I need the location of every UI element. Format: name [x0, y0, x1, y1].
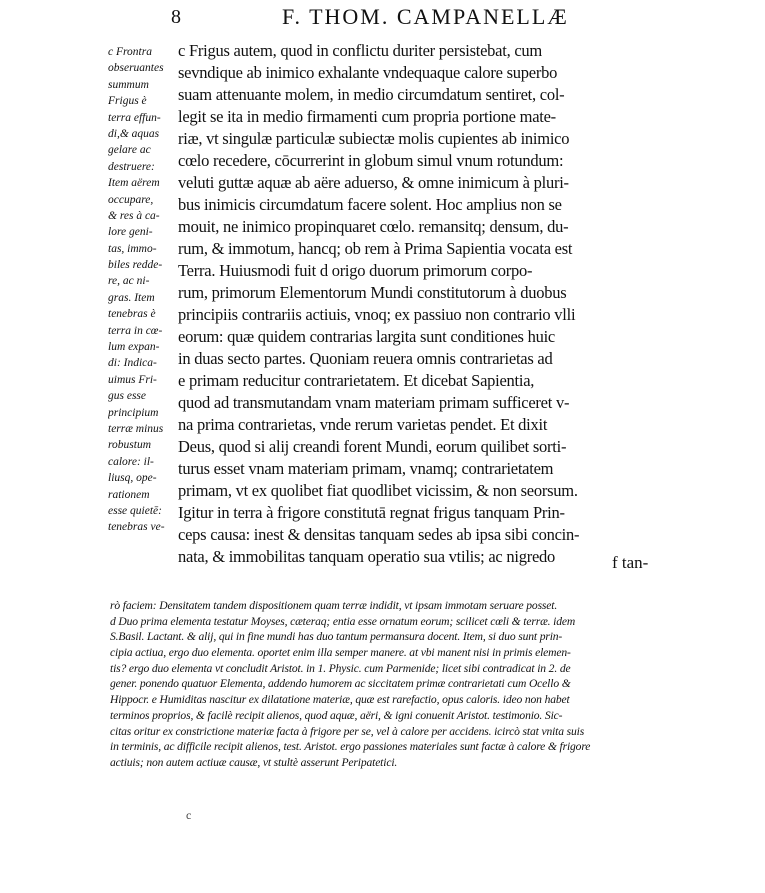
text-line: principiis contrariis actiuis, vnoq; ex passiuo non contrario vlli — [178, 305, 576, 324]
text-line: primam, vt ex quolibet fiat quodlibet vicissim, & non seorsum. — [178, 481, 578, 500]
margin-note-line: principium — [108, 406, 159, 419]
margin-note-line: & res à ca- — [108, 209, 160, 222]
margin-note-line: gus esse — [108, 390, 147, 403]
text-line: eorum: quæ quidem contrarias largita sunt conditiones huic — [178, 327, 555, 346]
margin-note-line: di: Indica- — [108, 357, 157, 370]
margin-note-line: terræ minus — [108, 422, 164, 435]
footnote-line: cipia actiua, ergo duo elementa. oportet enim illa semper manere. at vbi manent nisi in primis elemen- — [110, 646, 571, 660]
footnote-line: S.Basil. Lactant. & alij, qui in fine mundi has duo tantum permansura docent. Item, si duo sunt prin- — [110, 630, 563, 644]
margin-notes — [108, 44, 178, 536]
text-line: mouit, ne inimico propinquaret cœlo. remansitq; densum, du- — [178, 217, 569, 236]
margin-note-line: tas, immo- — [108, 242, 157, 255]
text-line: rum, primorum Elementorum Mundi constitutorum à duobus — [178, 283, 567, 302]
footnote-line: rò faciem: Densitatem tandem dispositionem quam terræ indidit, vt ipsam immotam seruare posset. — [110, 599, 558, 612]
catchword: f tan- — [612, 553, 649, 572]
margin-note-line: c Frontra — [108, 46, 152, 58]
text-line: sevndique ab inimico exhalante vndequaque calore superbo — [178, 63, 558, 82]
text-line: nata, & immobilitas tanquam operatio sua vtilis; ac nigredo — [178, 547, 556, 566]
text-line: veluti guttæ aquæ ab aëre aduerso, & omne inimicum à pluri- — [178, 173, 569, 192]
margin-note-line: obseruantes — [108, 62, 164, 75]
margin-note-line: tenebras ve- — [108, 521, 165, 534]
text-line: c Frigus autem, quod in conflictu duriter persistebat, cum — [178, 41, 542, 60]
stray-mark: c — [186, 808, 192, 822]
margin-note-line: Item aërem — [108, 177, 160, 190]
margin-note-line: uimus Fri- — [108, 373, 157, 386]
footnote-line: gener. ponendo quatuor Elementa, addendo humorem ac siccitatem primæ contrarietati cum Ocello & — [110, 677, 571, 691]
margin-note-line: terra effun- — [108, 111, 161, 124]
text-line: in duas secto partes. Quoniam reuera omnis contrarietas ad — [178, 349, 553, 368]
margin-note-line: calore: il- — [108, 455, 154, 468]
footnote-line: terminos proprios, & facilè recipit alienos, quod aquæ, aëri, & igni conuenit Aristot. testimonio. Sic- — [110, 708, 563, 722]
margin-note-line: tenebras è — [108, 308, 156, 321]
text-line: rum, & immotum, hancq; ob rem à Prima Sapientia vocata est — [178, 239, 573, 258]
footnote-line: Hippocr. e Humiditas nascitur ex dilatatione materiæ, quæ est rarefactio, opus caloris. ideo non habet — [110, 693, 570, 707]
text-line: Deus, quod si alij creandi forent Mundi, eorum quilibet sorti- — [178, 437, 567, 456]
footnotes — [110, 598, 675, 771]
text-line: turus esset vnam materiam primam, vnamq; contrarietatem — [178, 459, 554, 478]
page-number: 8 — [171, 6, 181, 28]
margin-note-line: terra in cœ- — [108, 324, 163, 337]
margin-note-line: gelare ac — [108, 144, 151, 157]
footnote-line: tis? ergo duo elementa vt concludit Aristot. in 1. Physic. cum Parmenide; licet sibi contradicat in 2. de — [110, 661, 571, 675]
text-line: riæ, vt singulæ particulæ subiectæ molis cupientes ab inimico — [178, 129, 570, 148]
margin-note-line: destruere: — [108, 160, 155, 173]
footnote-line: citas oritur ex constrictione materiæ facta à frigore per se, vel à calore per accidens. icircò stat vnita suis — [110, 724, 585, 738]
margin-note-line: Frigus è — [108, 95, 147, 108]
margin-note-line: occupare, — [108, 193, 154, 206]
footnote-line: d Duo prima elementa testatur Moyses, cæteraq; entia esse ornatum eorum; scilicet cœli & terræ. idem — [110, 614, 576, 628]
margin-note-line: liusq, ope- — [108, 472, 157, 485]
margin-note-line: re, ac ni- — [108, 275, 150, 288]
margin-note-line: lore geni- — [108, 226, 153, 239]
text-line: na prima contrarietas, vnde rerum varietas pendet. Et dixit — [178, 415, 548, 434]
margin-note-line: di,& aquas — [108, 127, 160, 140]
main-text — [178, 40, 668, 568]
text-line: cœlo recedere, cōcurrerint in globum simul vnum rotundum: — [178, 151, 564, 170]
text-line: Terra. Huiusmodi fuit d origo duorum primorum corpo- — [178, 261, 533, 280]
margin-note-line: gras. Item — [108, 291, 155, 304]
text-line: quod ad transmutandam vnam materiam primam sufficeret v- — [178, 393, 570, 412]
margin-note-line: summum — [108, 78, 149, 91]
text-line: Igitur in terra à frigore constitutā regnat frigus tanquam Prin- — [178, 503, 565, 522]
running-head: F. THOM. CAMPANELLÆ — [282, 4, 569, 29]
margin-note-line: rationem — [108, 488, 150, 501]
text-line: e primam reducitur contrarietatem. Et dicebat Sapientia, — [178, 371, 535, 390]
footnote-line: in terminis, ac difficile recipit alienos, test. Aristot. ergo passiones materiales sunt factæ à calore & frigore — [110, 740, 591, 754]
footnote-line: actiuis; non autem actiuæ causæ, vt stultè asserunt Peripatetici. — [110, 755, 398, 769]
text-line: legit se ita in medio firmamenti cum propria portione mate- — [178, 107, 556, 126]
text-line: bus inimicis circumdatum facere solent. Hoc amplius non se — [178, 195, 562, 214]
text-line: ceps causa: inest & densitas tanquam sedes ab ipsa sibi concin- — [178, 525, 580, 544]
text-line: suam attenuante molem, in medio circumdatum sentiret, col- — [178, 85, 565, 104]
margin-note-line: robustum — [108, 439, 152, 452]
margin-note-line: lum expan- — [108, 341, 160, 354]
margin-note-line: biles redde- — [108, 259, 163, 272]
margin-note-line: esse quietē: — [108, 504, 162, 517]
